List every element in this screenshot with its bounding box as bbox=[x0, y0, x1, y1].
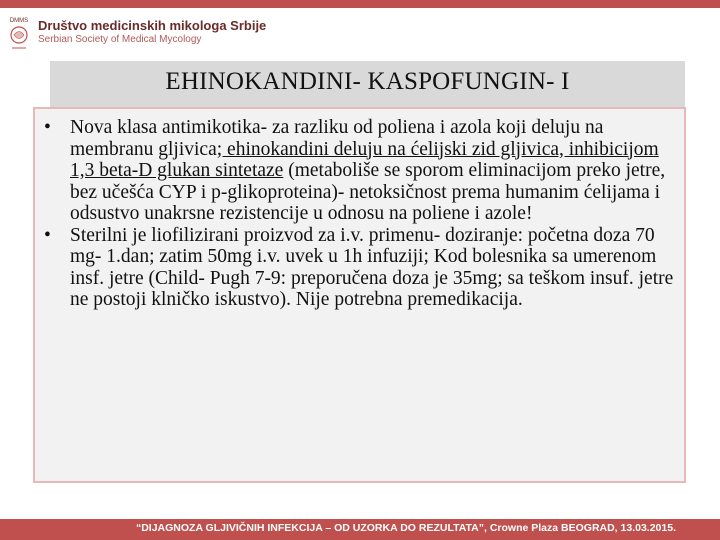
organization-subtitle: Serbian Society of Medical Mycology bbox=[38, 34, 202, 45]
bullet-dot-icon: • bbox=[44, 224, 51, 246]
bullet-item-1 bbox=[44, 117, 680, 225]
top-accent-bar bbox=[0, 0, 720, 8]
bullet-item-2 bbox=[44, 225, 680, 311]
bullet-1-text-continued: (metaboliše se sporom eliminacijom preko jetre, bez učešća CYP i p-glikoproteina)- netoksičnost prema humanim ćelijama i odsustvo unakrsne rezistencije u odnosu na poliene i azole! bbox=[70, 160, 666, 224]
bullet-list bbox=[44, 117, 680, 311]
organization-name: Društvo medicinskih mikologa Srbije bbox=[38, 18, 267, 33]
bullet-1-text: Nova klasa antimikotika- za razliku od poliena i azola koji deluju na membranu gljivica bbox=[70, 117, 604, 160]
bullet-dot-icon: • bbox=[44, 117, 51, 138]
footer-text: “DIJAGNOZA GLJIVIČNIH INFEKCIJA – OD UZORKA DO REZULTATA”, Crowne Plaza BEOGRAD, 13.03.2015. bbox=[135, 522, 676, 534]
slide-title: EHINOKANDINI- KASPOFUNGIN- I bbox=[165, 68, 570, 95]
organization-header bbox=[38, 18, 266, 46]
bullet-1-underlined-text: ; ehinokandini deluju na ćelijski zid gljivica, inhibicijom 1,3 beta-D glukan sintetaze bbox=[70, 138, 659, 181]
society-logo bbox=[4, 14, 34, 52]
society-logo-icon bbox=[4, 14, 34, 52]
logo-text: DMMS bbox=[9, 18, 29, 24]
bullet-2-text: Sterilni je liofilizirani proizvod za i.v. primenu- doziranje: početna doza 70 mg- 1.dan; zatim 50mg i.v. uvek u 1h infuziji; Kod bolesnika sa umerenom insf. jetre (Child- Pugh 7-9: preporučena doza je 35mg; sa teškom insuf. jetre ne postoji klničko iskustvo). Nije potrebna premedikacija. bbox=[70, 224, 674, 310]
